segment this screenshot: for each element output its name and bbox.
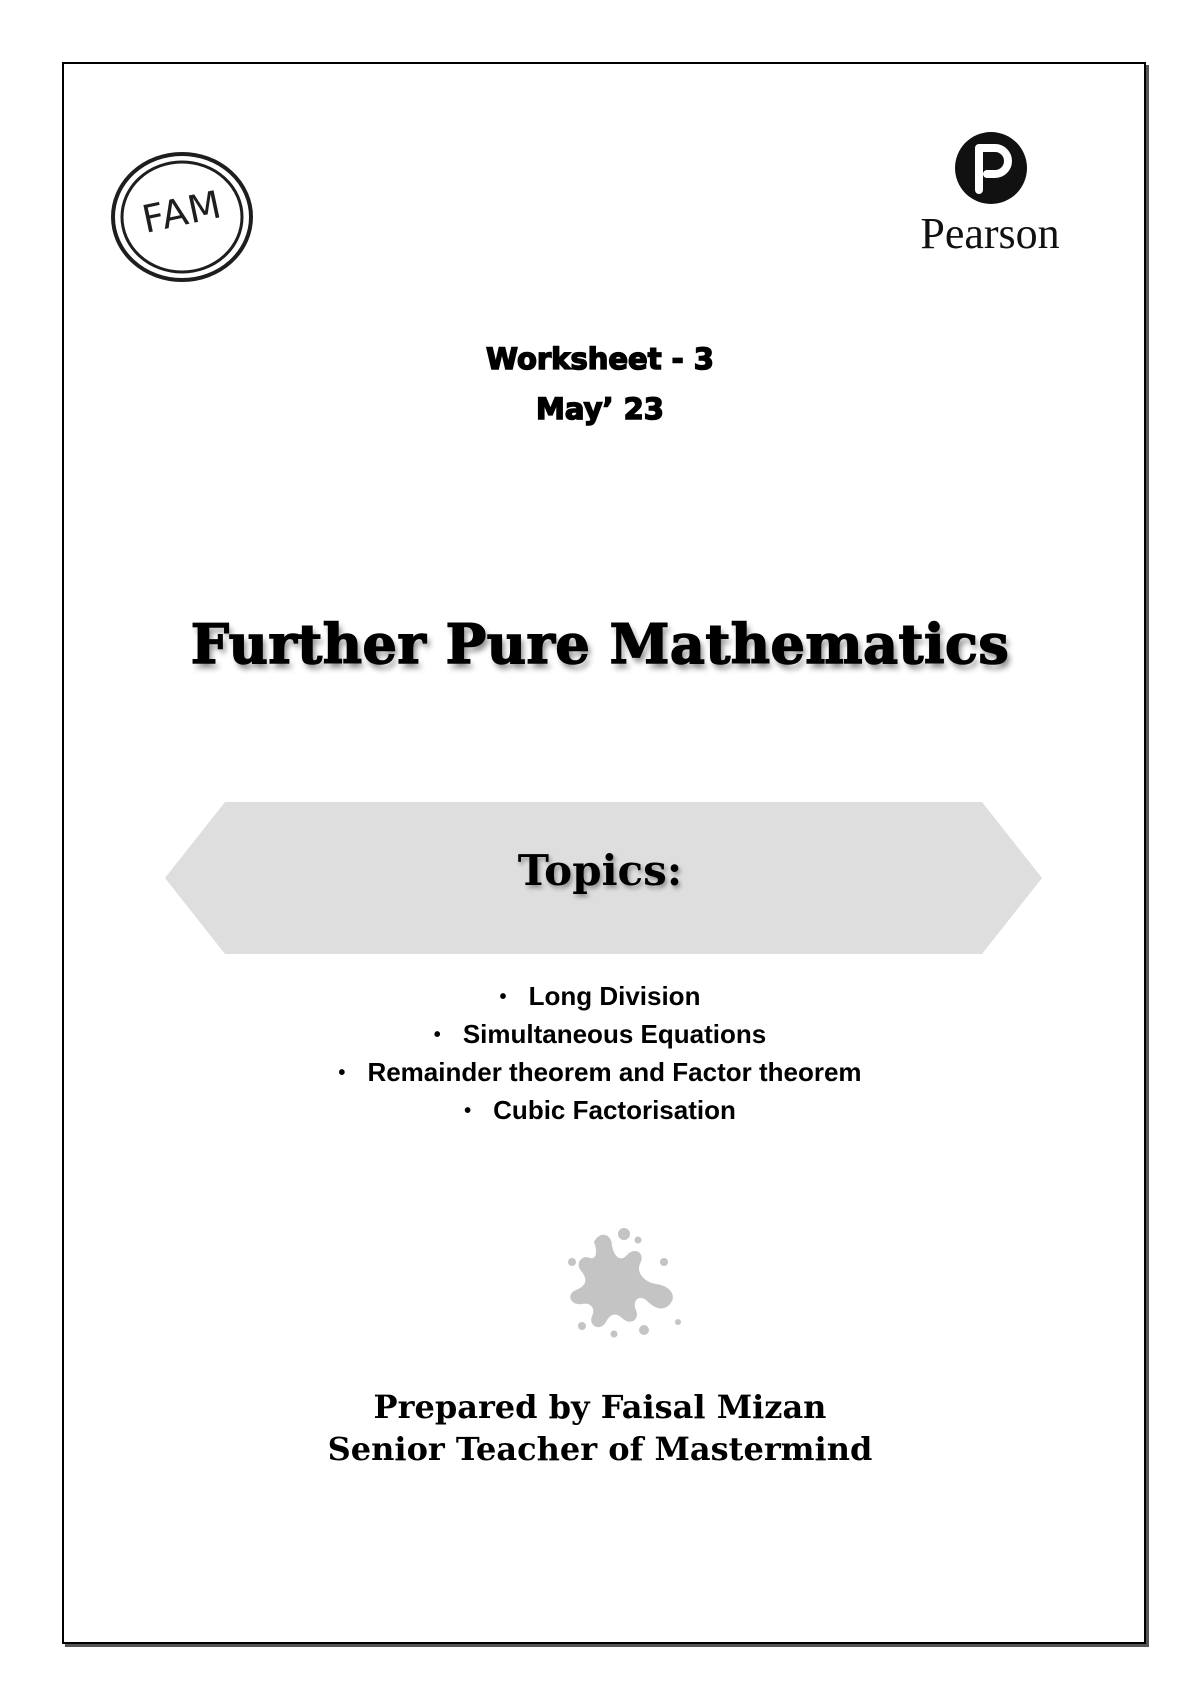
worksheet-number: Worksheet - 3: [486, 342, 714, 376]
fam-logo-text: FAM: [138, 182, 226, 242]
topics-heading: Topics:: [517, 846, 683, 895]
splat-icon: [560, 1222, 684, 1340]
credits: [0, 1386, 1200, 1470]
fam-logo: [108, 150, 256, 284]
topic-item-cubic-factorisation: • Cubic Factorisation: [0, 1092, 1200, 1130]
pearson-logo-text: Pearson: [920, 209, 1060, 258]
topic-item-simultaneous-equations: • Simultaneous Equations: [0, 1016, 1200, 1054]
prepared-by: Prepared by Faisal Mizan: [373, 1388, 827, 1426]
topic-item-remainder-factor-theorem: • Remainder theorem and Factor theorem: [0, 1054, 1200, 1092]
pearson-p-icon: [905, 130, 1075, 210]
topic-item-long-division: • Long Division: [0, 978, 1200, 1016]
worksheet-info: [0, 334, 1200, 434]
pearson-logo: [905, 130, 1075, 260]
topic-list: [0, 978, 1200, 1130]
author-role: Senior Teacher of Mastermind: [327, 1430, 873, 1468]
document-title: Further Pure Mathematics: [190, 612, 1010, 676]
worksheet-date: May’ 23: [536, 392, 664, 426]
